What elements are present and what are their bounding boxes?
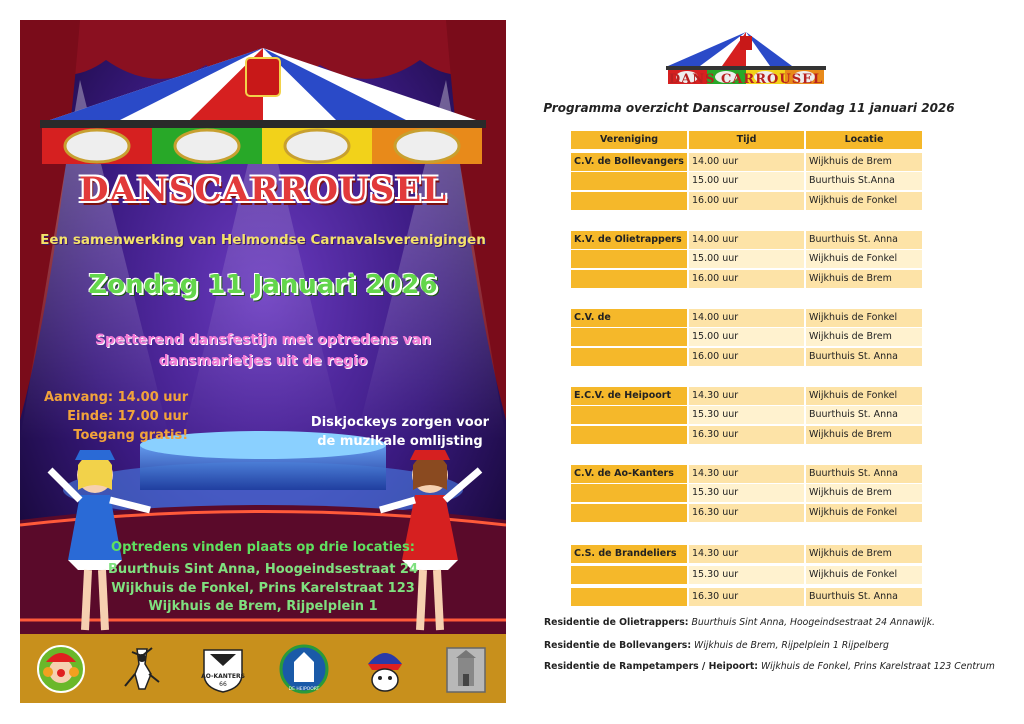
table-row bbox=[571, 328, 922, 346]
table-row bbox=[571, 566, 922, 584]
dj-line-1: Diskjockeys zorgen voor bbox=[310, 415, 490, 430]
location-cell: Buurthuis St. Anna bbox=[806, 348, 922, 366]
location-cell: Wijkhuis de Brem bbox=[806, 426, 922, 444]
location-cell: Wijkhuis de Fonkel bbox=[806, 566, 922, 584]
tower-logo bbox=[441, 644, 491, 694]
table-row bbox=[571, 545, 922, 563]
table-row bbox=[571, 250, 922, 268]
time-cell: 15.00 uur bbox=[689, 250, 804, 268]
table-row bbox=[571, 426, 922, 444]
time-cell: 14.00 uur bbox=[689, 231, 804, 249]
table-row bbox=[571, 465, 922, 483]
time-cell: 15.00 uur bbox=[689, 172, 804, 190]
residence-text: Wijkhuis de Fonkel, Prins Karelstraat 123 Centrum bbox=[760, 661, 995, 672]
sheep-jester-logo bbox=[360, 644, 410, 694]
club-cell: C.V. de Ao-Kanters bbox=[571, 465, 687, 483]
location-cell: Wijkhuis de Brem bbox=[806, 153, 922, 171]
time-cell: 14.00 uur bbox=[689, 153, 804, 171]
time-cell: 15.30 uur bbox=[689, 566, 804, 584]
table-row bbox=[571, 172, 922, 190]
club-cell bbox=[571, 426, 687, 444]
club-cell bbox=[571, 270, 687, 288]
table-row bbox=[571, 231, 922, 249]
table-row bbox=[571, 309, 922, 327]
club-cell: C.V. de bbox=[571, 309, 687, 327]
poster-date: Zondag 11 Januari 2026 bbox=[88, 270, 438, 300]
residence-text: Buurthuis Sint Anna, Hoogeindsestraat 24 Annawijk. bbox=[691, 617, 935, 628]
header-tijd: Tijd bbox=[689, 131, 804, 149]
time-cell: 15.00 uur bbox=[689, 328, 804, 346]
header-vereniging: Vereniging bbox=[571, 131, 687, 149]
time-cell: 14.30 uur bbox=[689, 465, 804, 483]
heipoort-logo bbox=[279, 644, 329, 694]
table-header bbox=[571, 131, 922, 149]
jester-logo bbox=[117, 644, 167, 694]
club-cell bbox=[571, 484, 687, 502]
club-cell bbox=[571, 588, 687, 606]
time-cell: 16.30 uur bbox=[689, 426, 804, 444]
time-cell: 16.30 uur bbox=[689, 504, 804, 522]
clown-logo bbox=[36, 644, 86, 694]
location-cell: Wijkhuis de Brem bbox=[806, 328, 922, 346]
logo-title: DANS CARROUSEL bbox=[668, 72, 824, 87]
location-cell: Wijkhuis de Fonkel bbox=[806, 504, 922, 522]
programme-title: Programma overzicht Danscarrousel Zondag 11 januari 2026 bbox=[543, 101, 955, 115]
table-row bbox=[571, 484, 922, 502]
residence-text: Wijkhuis de Brem, Rijpelplein 1 Rijpelberg bbox=[694, 640, 889, 651]
location-cell: Wijkhuis de Brem bbox=[806, 484, 922, 502]
ao-kanters-logo-number: 66 bbox=[218, 680, 227, 688]
event-poster bbox=[20, 20, 506, 703]
location-cell: Wijkhuis de Fonkel bbox=[806, 387, 922, 405]
table-row bbox=[571, 387, 922, 405]
time-cell: 16.00 uur bbox=[689, 348, 804, 366]
club-cell bbox=[571, 250, 687, 268]
location-item: Wijkhuis de Fonkel, Prins Karelstraat 123 bbox=[111, 581, 415, 596]
club-cell: C.S. de Brandeliers bbox=[571, 545, 687, 563]
location-cell: Wijkhuis de Brem bbox=[806, 545, 922, 563]
table-row bbox=[571, 192, 922, 210]
time-cell: 14.30 uur bbox=[689, 545, 804, 563]
time-cell: 15.30 uur bbox=[689, 484, 804, 502]
heipoort-logo-text: DE HEIPOORT bbox=[288, 686, 319, 692]
club-cell bbox=[571, 504, 687, 522]
poster-title: DANSCARROUSEL bbox=[78, 170, 448, 210]
club-logo-strip bbox=[20, 634, 506, 703]
location-cell: Wijkhuis de Fonkel bbox=[806, 192, 922, 210]
residence-label: Residentie de Olietrappers: bbox=[544, 617, 689, 628]
header-locatie: Locatie bbox=[806, 131, 922, 149]
club-cell bbox=[571, 172, 687, 190]
location-cell: Buurthuis St. Anna bbox=[806, 588, 922, 606]
club-cell bbox=[571, 192, 687, 210]
table-row bbox=[571, 504, 922, 522]
time-cell: 16.00 uur bbox=[689, 270, 804, 288]
time-cell: 16.00 uur bbox=[689, 192, 804, 210]
residence-label: Residentie de Rampetampers / Heipoort: bbox=[544, 661, 759, 672]
table-row bbox=[571, 588, 922, 606]
location-cell: Buurthuis St. Anna bbox=[806, 231, 922, 249]
location-cell: Wijkhuis de Fonkel bbox=[806, 250, 922, 268]
time-cell: 16.30 uur bbox=[689, 588, 804, 606]
residence-line bbox=[544, 661, 995, 672]
table-row bbox=[571, 153, 922, 171]
dj-line-2: de muzikale omlijsting bbox=[317, 434, 483, 449]
club-cell: K.V. de Olietrappers bbox=[571, 231, 687, 249]
table-row bbox=[571, 270, 922, 288]
residence-line bbox=[544, 640, 889, 651]
poster-dj-info bbox=[310, 413, 490, 451]
table-row bbox=[571, 348, 922, 366]
entry-info: Toegang gratis! bbox=[73, 428, 189, 443]
table-row bbox=[571, 406, 922, 424]
club-cell bbox=[571, 348, 687, 366]
club-cell: C.V. de Bollevangers bbox=[571, 153, 687, 171]
time-cell: 14.00 uur bbox=[689, 309, 804, 327]
location-item: Buurthuis Sint Anna, Hoogeindsestraat 24 bbox=[107, 562, 419, 577]
poster-times bbox=[44, 388, 188, 445]
time-cell: 14.30 uur bbox=[689, 387, 804, 405]
location-cell: Buurthuis St.Anna bbox=[806, 172, 922, 190]
location-cell: Wijkhuis de Brem bbox=[806, 270, 922, 288]
poster-subtitle: Een samenwerking van Helmondse Carnavalsverenigingen bbox=[40, 232, 486, 248]
ao-kanters-logo-text: AO-KANTERS bbox=[200, 672, 245, 680]
location-item: Wijkhuis de Brem, Rijpelplein 1 bbox=[148, 599, 378, 614]
location-cell: Buurthuis St. Anna bbox=[806, 406, 922, 424]
description-line-2: dansmarietjes uit de regio bbox=[158, 353, 368, 369]
residence-label: Residentie de Bollevangers: bbox=[544, 640, 692, 651]
location-cell: Wijkhuis de Fonkel bbox=[806, 309, 922, 327]
description-line-1: Spetterend dansfestijn met optredens van bbox=[94, 332, 432, 348]
location-cell: Buurthuis St. Anna bbox=[806, 465, 922, 483]
club-cell bbox=[571, 328, 687, 346]
club-cell bbox=[571, 566, 687, 584]
club-cell: E.C.V. de Heipoort bbox=[571, 387, 687, 405]
ao-kanters-logo bbox=[198, 644, 248, 694]
time-cell: 15.30 uur bbox=[689, 406, 804, 424]
end-time: Einde: 17.00 uur bbox=[67, 409, 189, 424]
poster-description bbox=[20, 330, 506, 372]
residence-line bbox=[544, 617, 935, 628]
start-time: Aanvang: 14.00 uur bbox=[44, 390, 189, 405]
locations-heading: Optredens vinden plaats op drie locaties: bbox=[111, 540, 415, 555]
club-cell bbox=[571, 406, 687, 424]
